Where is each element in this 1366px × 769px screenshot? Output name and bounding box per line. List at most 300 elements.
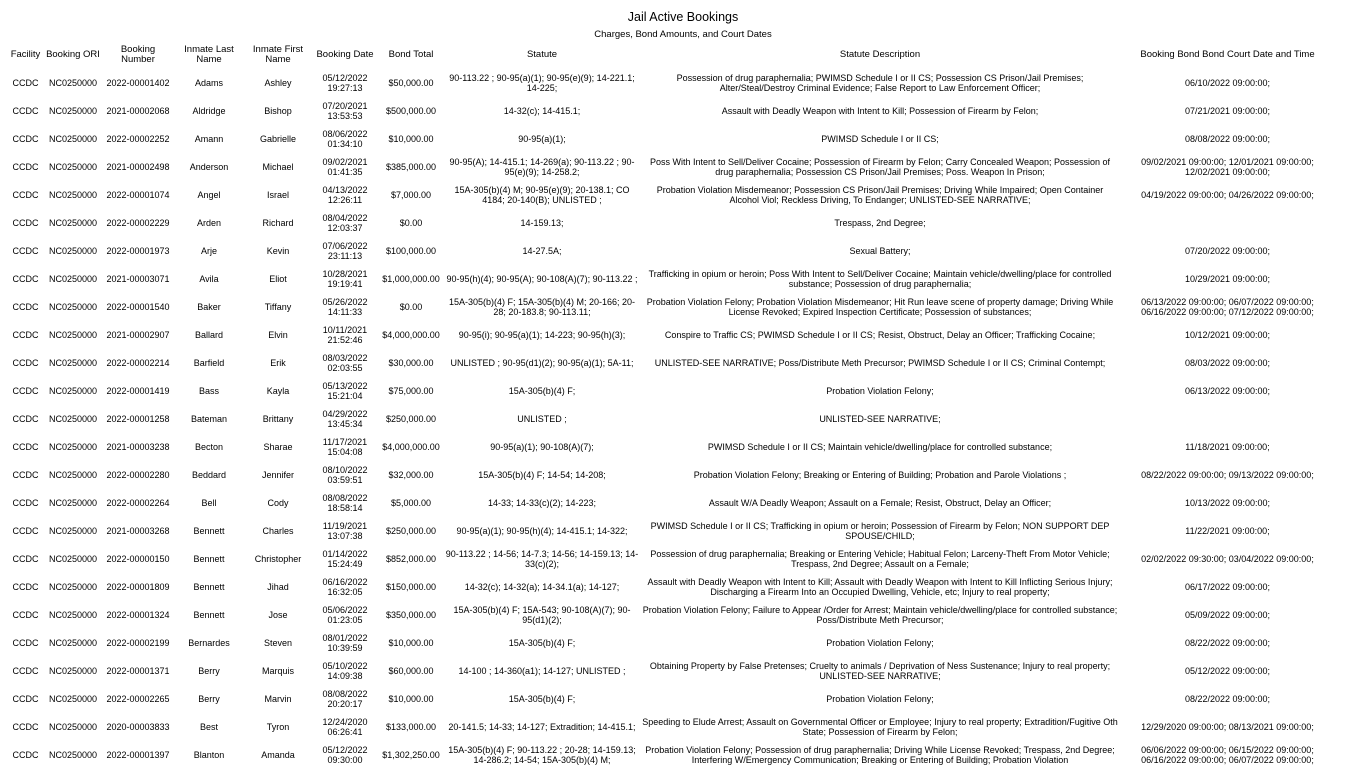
booking-number-text: 2022-00002199 [106, 637, 170, 648]
booking-number-text: 2022-00002229 [106, 217, 170, 228]
booking-date-cell [312, 685, 378, 713]
table-row [7, 461, 1335, 489]
statute-description-text: Probation Violation Misdemeanor; Possession CS Prison/Jail Premises; Driving While Impaired; Open Container Alcohol Viol; Reckless Driving, To Endanger; UNLISTED-SEE NARRATIVE; [656, 184, 1104, 205]
statute-cell [444, 377, 640, 405]
table-row [7, 657, 1335, 685]
inmate-last-name-text: Berry [198, 665, 220, 676]
statute-text: 14-27.5A; [522, 245, 562, 256]
report-title: Jail Active Bookings [627, 10, 739, 24]
statute-cell [444, 237, 640, 265]
facility-cell [7, 573, 44, 601]
booking-date-cell [312, 97, 378, 125]
booking-date-cell [312, 713, 378, 741]
facility-text: CCDC [12, 413, 39, 424]
bond-total-cell [378, 125, 444, 153]
facility-cell [7, 433, 44, 461]
facility-text: CCDC [12, 637, 39, 648]
table-row [7, 209, 1335, 237]
inmate-last-name-cell [174, 293, 244, 321]
court-date-cell [1120, 265, 1335, 293]
statute-description-cell [640, 741, 1120, 769]
bond-total-cell [378, 97, 444, 125]
statute-text: 90-95(i); 90-95(a)(1); 14-223; 90-95(h)(3); [458, 329, 626, 340]
bond-total-cell [378, 545, 444, 573]
court-date-text: 02/02/2022 09:30:00; 03/04/2022 09:00:00; [1141, 553, 1314, 564]
booking-number-text: 2021-00003268 [106, 525, 170, 536]
bond-total-cell [378, 713, 444, 741]
statute-text: 90-113.22 ; 14-56; 14-7.3; 14-56; 14-159.13; 14-33(c)(2); [445, 548, 639, 569]
court-date-text: 08/22/2022 09:00:00; 09/13/2022 09:00:00; [1141, 469, 1314, 480]
table-row [7, 293, 1335, 321]
booking-date-text: 08/03/2022 02:03:55 [322, 352, 368, 373]
column-header-booking-date: Booking Date [316, 48, 374, 60]
bond-total-cell [378, 517, 444, 545]
booking-ori-cell [44, 153, 102, 181]
statute-description-cell [640, 125, 1120, 153]
inmate-last-name-cell [174, 433, 244, 461]
booking-date-text: 10/28/2021 19:19:41 [322, 268, 368, 289]
booking-ori-cell [44, 69, 102, 97]
facility-text: CCDC [12, 357, 39, 368]
inmate-last-name-cell [174, 237, 244, 265]
statute-description-cell [640, 349, 1120, 377]
inmate-last-name-cell [174, 377, 244, 405]
bond-total-text: $150,000.00 [385, 581, 437, 592]
court-date-text: 05/09/2022 09:00:00; [1184, 609, 1271, 620]
booking-number-cell [102, 153, 174, 181]
inmate-first-name-cell [244, 573, 312, 601]
bookings-table [7, 41, 1335, 769]
column-header-booking-number: Booking Number [120, 43, 156, 65]
booking-date-cell [312, 545, 378, 573]
inmate-first-name-text: Eliot [269, 273, 287, 284]
court-date-text: 06/17/2022 09:00:00; [1184, 581, 1271, 592]
booking-ori-text: NC0250000 [48, 469, 98, 480]
inmate-first-name-text: Marquis [261, 665, 294, 676]
booking-number-text: 2022-00002280 [106, 469, 170, 480]
booking-ori-text: NC0250000 [48, 721, 98, 732]
statute-cell [444, 741, 640, 769]
bond-total-text: $0.00 [399, 301, 423, 312]
bond-total-cell [378, 293, 444, 321]
inmate-first-name-text: Jennifer [261, 469, 295, 480]
report-subtitle: Charges, Bond Amounts, and Court Dates [594, 29, 772, 40]
inmate-last-name-text: Bell [201, 497, 217, 508]
booking-date-text: 05/12/2022 19:27:13 [322, 72, 368, 93]
inmate-last-name-cell [174, 209, 244, 237]
court-date-text: 06/10/2022 09:00:00; [1184, 77, 1271, 88]
booking-date-cell [312, 181, 378, 209]
table-row [7, 545, 1335, 573]
booking-number-cell [102, 741, 174, 769]
court-date-text: 10/29/2021 09:00:00; [1184, 273, 1271, 284]
statute-cell [444, 209, 640, 237]
inmate-first-name-cell [244, 153, 312, 181]
inmate-first-name-cell [244, 69, 312, 97]
booking-number-text: 2022-00001324 [106, 609, 170, 620]
bond-total-text: $852,000.00 [385, 553, 437, 564]
booking-number-cell [102, 97, 174, 125]
inmate-last-name-cell [174, 181, 244, 209]
statute-text: 90-95(a)(1); [518, 133, 566, 144]
booking-date-text: 05/06/2022 01:23:05 [322, 604, 368, 625]
statute-cell [444, 433, 640, 461]
inmate-last-name-cell [174, 153, 244, 181]
facility-cell [7, 405, 44, 433]
booking-ori-cell [44, 97, 102, 125]
bond-total-text: $100,000.00 [385, 245, 437, 256]
facility-cell [7, 489, 44, 517]
inmate-last-name-text: Amann [194, 133, 224, 144]
table-row [7, 237, 1335, 265]
court-date-cell [1120, 349, 1335, 377]
booking-date-text: 07/06/2022 23:11:13 [322, 240, 368, 261]
inmate-last-name-cell [174, 629, 244, 657]
statute-description-text: Probation Violation Felony; [826, 637, 934, 648]
statute-description-text: Sexual Battery; [849, 245, 911, 256]
statute-description-text: Probation Violation Felony; Breaking or Entering of Building; Probation and Parole Violations ; [693, 469, 1067, 480]
booking-ori-text: NC0250000 [48, 497, 98, 508]
bond-total-text: $1,000,000.00 [382, 273, 440, 284]
statute-description-cell [640, 405, 1120, 433]
bond-total-text: $10,000.00 [388, 693, 434, 704]
bond-total-text: $250,000.00 [385, 413, 437, 424]
court-date-cell [1120, 377, 1335, 405]
inmate-last-name-cell [174, 125, 244, 153]
inmate-last-name-cell [174, 461, 244, 489]
facility-text: CCDC [12, 77, 39, 88]
bond-total-cell [378, 265, 444, 293]
bond-total-cell [378, 489, 444, 517]
statute-description-text: Obtaining Property by False Pretenses; Cruelty to animals / Deprivation of Ness Sustenance; Injury to real property; UNLISTED-SEE NARRATIVE; [649, 660, 1111, 681]
bond-total-text: $500,000.00 [385, 105, 437, 116]
inmate-first-name-cell [244, 349, 312, 377]
booking-ori-text: NC0250000 [48, 413, 98, 424]
facility-text: CCDC [12, 553, 39, 564]
statute-description-cell [640, 657, 1120, 685]
facility-cell [7, 69, 44, 97]
inmate-last-name-cell [174, 545, 244, 573]
booking-number-text: 2022-00001540 [106, 301, 170, 312]
booking-date-text: 07/20/2021 13:53:53 [322, 100, 368, 121]
column-header-inmate-first-name: Inmate First Name [252, 43, 304, 65]
inmate-last-name-text: Ballard [194, 329, 223, 340]
booking-ori-text: NC0250000 [48, 329, 98, 340]
inmate-last-name-text: Bennett [193, 553, 225, 564]
bond-total-text: $5,000.00 [390, 497, 432, 508]
facility-text: CCDC [12, 665, 39, 676]
booking-number-cell [102, 461, 174, 489]
inmate-last-name-cell [174, 405, 244, 433]
bond-total-cell [378, 237, 444, 265]
booking-date-cell [312, 517, 378, 545]
booking-ori-text: NC0250000 [48, 637, 98, 648]
inmate-last-name-text: Bateman [190, 413, 228, 424]
inmate-last-name-cell [174, 601, 244, 629]
statute-cell [444, 545, 640, 573]
inmate-first-name-cell [244, 489, 312, 517]
bond-total-cell [378, 685, 444, 713]
bond-total-cell [378, 209, 444, 237]
statute-cell [444, 461, 640, 489]
statute-description-text: Possession of drug paraphernalia; Breaking or Entering Vehicle; Habitual Felon; Larceny-Theft From Motor Vehicle; Trespass, 2nd Degree; Assault on a Female; [650, 548, 1110, 569]
statute-cell [444, 265, 640, 293]
facility-cell [7, 153, 44, 181]
statute-description-text: Trafficking in opium or heroin; Poss With Intent to Sell/Deliver Cocaine; Maintain vehicle/dwelling/place for controlled substance; Possession of drug paraphernalia; [648, 268, 1112, 289]
court-date-cell [1120, 461, 1335, 489]
statute-description-cell [640, 629, 1120, 657]
column-header-court-date: Booking Bond Bond Court Date and Time [1140, 48, 1315, 60]
table-row [7, 741, 1335, 769]
booking-ori-cell [44, 377, 102, 405]
statute-description-cell [640, 601, 1120, 629]
booking-date-cell [312, 321, 378, 349]
booking-date-cell [312, 69, 378, 97]
inmate-last-name-text: Bennett [193, 525, 225, 536]
inmate-first-name-cell [244, 125, 312, 153]
booking-number-text: 2022-00000150 [106, 553, 170, 564]
facility-text: CCDC [12, 441, 39, 452]
booking-number-text: 2021-00003071 [106, 273, 170, 284]
statute-text: 14-159.13; [520, 217, 564, 228]
court-date-cell [1120, 125, 1335, 153]
booking-number-text: 2022-00002265 [106, 693, 170, 704]
facility-text: CCDC [12, 301, 39, 312]
statute-description-cell [640, 97, 1120, 125]
booking-number-cell [102, 601, 174, 629]
statute-text: 90-95(A); 14-415.1; 14-269(a); 90-113.22 ; 90-95(e)(9); 14-258.2; [449, 156, 635, 177]
inmate-first-name-cell [244, 657, 312, 685]
statute-text: 90-95(h)(4); 90-95(A); 90-108(A)(7); 90-113.22 ; [446, 273, 638, 284]
inmate-last-name-text: Barfield [193, 357, 225, 368]
inmate-first-name-cell [244, 405, 312, 433]
statute-cell [444, 97, 640, 125]
inmate-first-name-cell [244, 181, 312, 209]
table-row [7, 713, 1335, 741]
inmate-first-name-text: Marvin [264, 693, 292, 704]
table-row [7, 125, 1335, 153]
statute-cell [444, 153, 640, 181]
facility-cell [7, 685, 44, 713]
statute-description-cell [640, 377, 1120, 405]
booking-number-cell [102, 293, 174, 321]
bond-total-text: $50,000.00 [388, 77, 434, 88]
statute-description-cell [640, 461, 1120, 489]
booking-date-text: 10/11/2021 21:52:46 [322, 324, 368, 345]
booking-ori-cell [44, 237, 102, 265]
facility-text: CCDC [12, 105, 39, 116]
statute-cell [444, 629, 640, 657]
statute-text: 90-95(a)(1); 90-95(h)(4); 14-415.1; 14-322; [456, 525, 628, 536]
booking-date-text: 01/14/2022 15:24:49 [322, 548, 368, 569]
statute-text: 14-100 ; 14-360(a1); 14-127; UNLISTED ; [458, 665, 626, 676]
inmate-first-name-text: Gabrielle [259, 133, 297, 144]
booking-ori-cell [44, 293, 102, 321]
booking-ori-text: NC0250000 [48, 525, 98, 536]
booking-number-text: 2022-00001419 [106, 385, 170, 396]
table-row [7, 601, 1335, 629]
court-date-cell [1120, 545, 1335, 573]
column-header-bond-total: Bond Total [388, 48, 434, 60]
facility-text: CCDC [12, 693, 39, 704]
booking-date-cell [312, 293, 378, 321]
booking-ori-cell [44, 573, 102, 601]
booking-number-cell [102, 545, 174, 573]
booking-ori-text: NC0250000 [48, 245, 98, 256]
booking-date-text: 05/10/2022 14:09:38 [322, 660, 368, 681]
table-row [7, 517, 1335, 545]
statute-description-text: Assault W/A Deadly Weapon; Assault on a Female; Resist, Obstruct, Delay an Officer; [708, 497, 1052, 508]
facility-cell [7, 265, 44, 293]
booking-number-cell [102, 125, 174, 153]
table-row [7, 153, 1335, 181]
bond-total-cell [378, 573, 444, 601]
statute-description-cell [640, 321, 1120, 349]
bond-total-cell [378, 629, 444, 657]
statute-text: 15A-305(b)(4) F; [508, 693, 576, 704]
inmate-last-name-text: Bass [198, 385, 219, 396]
inmate-first-name-cell [244, 517, 312, 545]
court-date-cell [1120, 629, 1335, 657]
facility-text: CCDC [12, 749, 39, 760]
booking-date-text: 08/08/2022 20:20:17 [322, 688, 368, 709]
inmate-last-name-text: Bernardes [188, 637, 230, 648]
inmate-last-name-text: Best [199, 721, 218, 732]
statute-text: 90-113.22 ; 90-95(a)(1); 90-95(e)(9); 14-221.1; 14-225; [449, 72, 635, 93]
table-row [7, 433, 1335, 461]
bond-total-text: $60,000.00 [388, 665, 434, 676]
statute-description-text: Probation Violation Felony; Failure to Appear /Order for Arrest; Maintain vehicle/dwelling/place for controlled substance; Poss/Distribute Meth Precursor; [642, 604, 1118, 625]
booking-date-text: 12/24/2020 06:26:41 [322, 716, 368, 737]
inmate-first-name-cell [244, 237, 312, 265]
statute-cell [444, 601, 640, 629]
bond-total-text: $133,000.00 [385, 721, 437, 732]
statute-description-text: UNLISTED-SEE NARRATIVE; [819, 413, 941, 424]
bond-total-text: $4,000,000.00 [382, 329, 440, 340]
booking-ori-cell [44, 181, 102, 209]
booking-ori-cell [44, 629, 102, 657]
column-header-inmate-last-name: Inmate Last Name [184, 43, 234, 65]
bond-total-text: $1,302,250.00 [382, 749, 440, 760]
booking-ori-cell [44, 657, 102, 685]
inmate-last-name-text: Becton [194, 441, 224, 452]
booking-date-text: 04/29/2022 13:45:34 [322, 408, 368, 429]
court-date-text: 08/08/2022 09:00:00; [1184, 133, 1271, 144]
booking-ori-cell [44, 349, 102, 377]
booking-date-cell [312, 153, 378, 181]
court-date-cell [1120, 69, 1335, 97]
facility-cell [7, 601, 44, 629]
booking-date-text: 08/06/2022 01:34:10 [322, 128, 368, 149]
court-date-text: 06/13/2022 09:00:00; 06/07/2022 09:00:00; 06/16/2022 09:00:00; 07/12/2022 09:00:00; [1141, 296, 1314, 317]
bond-total-text: $7,000.00 [390, 189, 432, 200]
booking-date-cell [312, 629, 378, 657]
inmate-first-name-text: Jihad [267, 581, 289, 592]
booking-number-text: 2022-00002264 [106, 497, 170, 508]
booking-ori-cell [44, 685, 102, 713]
booking-date-cell [312, 489, 378, 517]
inmate-last-name-text: Aldridge [192, 105, 226, 116]
statute-cell [444, 349, 640, 377]
booking-date-text: 09/02/2021 01:41:35 [322, 156, 368, 177]
statute-cell [444, 657, 640, 685]
bond-total-text: $10,000.00 [388, 133, 434, 144]
table-row [7, 349, 1335, 377]
court-date-cell [1120, 601, 1335, 629]
court-date-cell [1120, 293, 1335, 321]
booking-number-cell [102, 517, 174, 545]
booking-number-cell [102, 433, 174, 461]
statute-description-cell [640, 713, 1120, 741]
statute-description-text: Speeding to Elude Arrest; Assault on Governmental Officer or Employee; Injury to real property; Extradition/Fugitive Oth State; Possession of Firearm by Felon; [642, 716, 1118, 737]
statute-cell [444, 517, 640, 545]
booking-number-cell [102, 237, 174, 265]
inmate-first-name-text: Charles [262, 525, 294, 536]
statute-cell [444, 685, 640, 713]
booking-number-text: 2022-00002214 [106, 357, 170, 368]
facility-text: CCDC [12, 721, 39, 732]
table-row [7, 69, 1335, 97]
inmate-first-name-text: Tyron [266, 721, 290, 732]
inmate-first-name-cell [244, 321, 312, 349]
booking-number-text: 2022-00001258 [106, 413, 170, 424]
court-date-text: 07/20/2022 09:00:00; [1184, 245, 1271, 256]
inmate-first-name-cell [244, 461, 312, 489]
bond-total-text: $10,000.00 [388, 637, 434, 648]
booking-ori-text: NC0250000 [48, 105, 98, 116]
court-date-cell [1120, 685, 1335, 713]
court-date-cell [1120, 517, 1335, 545]
facility-text: CCDC [12, 497, 39, 508]
court-date-text: 12/29/2020 09:00:00; 08/13/2021 09:00:00; [1141, 721, 1314, 732]
facility-text: CCDC [12, 133, 39, 144]
inmate-last-name-cell [174, 97, 244, 125]
booking-date-text: 05/13/2022 15:21:04 [322, 380, 368, 401]
booking-date-cell [312, 573, 378, 601]
bond-total-cell [378, 181, 444, 209]
court-date-text: 09/02/2021 09:00:00; 12/01/2021 09:00:00; 12/02/2021 09:00:00; [1141, 156, 1314, 177]
court-date-cell [1120, 209, 1335, 237]
court-date-cell [1120, 237, 1335, 265]
statute-description-text: Probation Violation Felony; Probation Violation Misdemeanor; Hit Run leave scene of property damage; Driving While License Revoked; Expired Inspection Certificate; Possession of substances; [646, 296, 1114, 317]
booking-ori-text: NC0250000 [48, 161, 98, 172]
court-date-text: 06/06/2022 09:00:00; 06/15/2022 09:00:00; 06/16/2022 09:00:00; 06/07/2022 09:00:00; [1141, 744, 1314, 765]
statute-text: 15A-305(b)(4) F; 15A-543; 90-108(A)(7); 90-95(d1)(2); [453, 604, 631, 625]
booking-date-cell [312, 209, 378, 237]
booking-number-cell [102, 69, 174, 97]
inmate-first-name-text: Ashley [264, 77, 292, 88]
statute-description-cell [640, 685, 1120, 713]
booking-number-text: 2022-00001397 [106, 749, 170, 760]
booking-ori-cell [44, 461, 102, 489]
court-date-cell [1120, 657, 1335, 685]
court-date-text: 05/12/2022 09:00:00; [1184, 665, 1271, 676]
inmate-last-name-cell [174, 69, 244, 97]
booking-ori-text: NC0250000 [48, 189, 98, 200]
table-row [7, 405, 1335, 433]
statute-description-text: PWIMSD Schedule I or II CS; [821, 133, 939, 144]
inmate-first-name-cell [244, 713, 312, 741]
inmate-first-name-text: Bishop [264, 105, 292, 116]
statute-text: 14-32(c); 14-32(a); 14-34.1(a); 14-127; [464, 581, 620, 592]
court-date-text: 08/22/2022 09:00:00; [1184, 637, 1271, 648]
bond-total-cell [378, 433, 444, 461]
statute-cell [444, 125, 640, 153]
facility-cell [7, 237, 44, 265]
statute-description-text: Probation Violation Felony; [826, 385, 934, 396]
inmate-last-name-text: Bennett [193, 609, 225, 620]
table-row [7, 629, 1335, 657]
